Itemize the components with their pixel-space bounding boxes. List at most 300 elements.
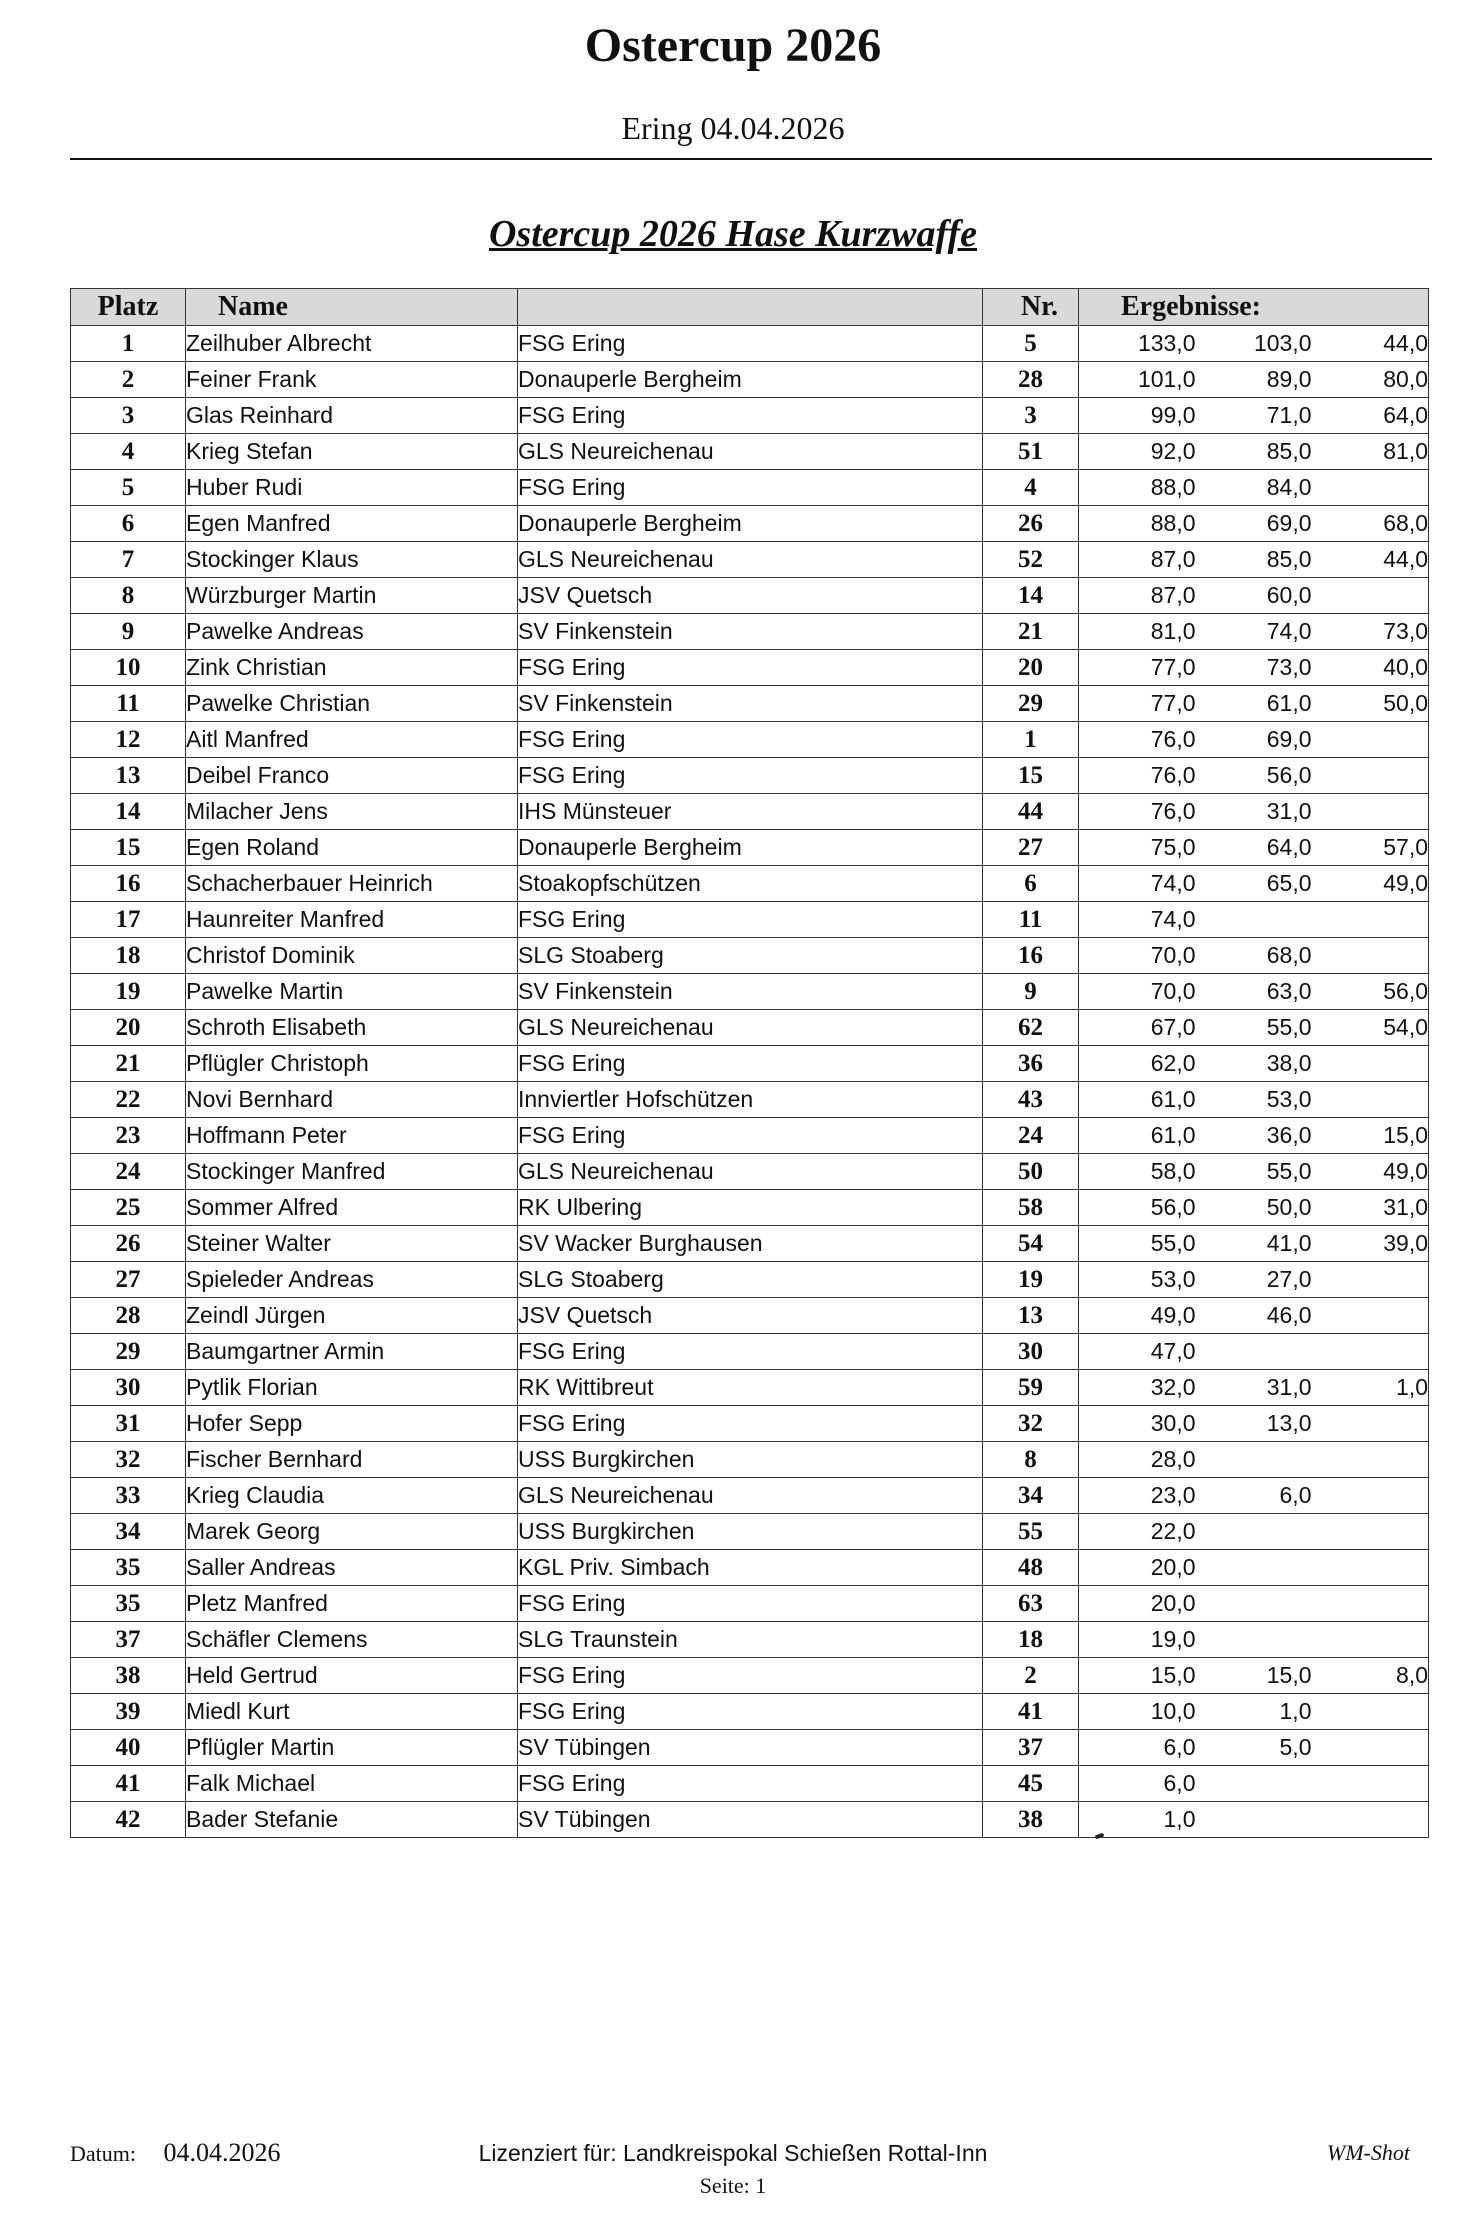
cell-result-3: 50,0 [1312,686,1429,722]
header-divider [70,158,1432,160]
cell-result-2 [1196,1334,1312,1370]
cell-result-3: 54,0 [1312,1010,1429,1046]
cell-nr: 16 [983,938,1079,974]
cell-result-2: 55,0 [1196,1154,1312,1190]
cell-platz: 19 [71,974,186,1010]
cell-result-1: 6,0 [1079,1730,1196,1766]
cell-result-1: 19,0 [1079,1622,1196,1658]
cell-name: Hofer Sepp [186,1406,518,1442]
cell-result-2: 64,0 [1196,830,1312,866]
cell-name: Novi Bernhard [186,1082,518,1118]
table-row [71,434,1429,470]
cell-platz: 41 [71,1766,186,1802]
cell-result-3 [1312,1802,1429,1838]
cell-result-3: 68,0 [1312,506,1429,542]
cell-club: FSG Ering [518,1586,983,1622]
cell-platz: 7 [71,542,186,578]
cell-name: Stockinger Manfred [186,1154,518,1190]
cell-club: FSG Ering [518,722,983,758]
cell-club: GLS Neureichenau [518,1010,983,1046]
cell-result-3 [1312,722,1429,758]
cell-club: Stoakopfschützen [518,866,983,902]
cell-result-2: 5,0 [1196,1730,1312,1766]
cell-result-2: 50,0 [1196,1190,1312,1226]
cell-name: Baumgartner Armin [186,1334,518,1370]
cell-club: GLS Neureichenau [518,542,983,578]
cell-result-1: 56,0 [1079,1190,1196,1226]
cell-result-3 [1312,1550,1429,1586]
cell-club: JSV Quetsch [518,1298,983,1334]
cell-platz: 32 [71,1442,186,1478]
cell-name: Pawelke Martin [186,974,518,1010]
cell-club: SV Finkenstein [518,974,983,1010]
cell-result-2: 1,0 [1196,1694,1312,1730]
date-value: 04.04.2026 [163,2138,281,2167]
cell-name: Steiner Walter [186,1226,518,1262]
cell-name: Krieg Claudia [186,1478,518,1514]
cell-nr: 59 [983,1370,1079,1406]
cell-platz: 31 [71,1406,186,1442]
cell-result-3 [1312,794,1429,830]
cell-nr: 38 [983,1802,1079,1838]
cell-club: GLS Neureichenau [518,1154,983,1190]
cell-nr: 51 [983,434,1079,470]
cell-platz: 12 [71,722,186,758]
cell-result-2: 103,0 [1196,326,1312,362]
cell-nr: 52 [983,542,1079,578]
cell-result-3 [1312,1766,1429,1802]
cell-club: FSG Ering [518,470,983,506]
cell-nr: 50 [983,1154,1079,1190]
cell-platz: 22 [71,1082,186,1118]
cell-result-3 [1312,758,1429,794]
cell-result-1: 61,0 [1079,1118,1196,1154]
cell-nr: 8 [983,1442,1079,1478]
cell-club: FSG Ering [518,326,983,362]
cell-platz: 35 [71,1550,186,1586]
cell-club: FSG Ering [518,1334,983,1370]
cell-result-1: 53,0 [1079,1262,1196,1298]
cell-result-3: 49,0 [1312,1154,1429,1190]
table-row [71,362,1429,398]
cell-platz: 30 [71,1370,186,1406]
cell-result-3 [1312,1442,1429,1478]
cell-result-3: 81,0 [1312,434,1429,470]
cell-club: FSG Ering [518,1118,983,1154]
cell-result-3 [1312,1694,1429,1730]
header-results: Ergebnisse: [1079,289,1312,326]
cell-platz: 14 [71,794,186,830]
cell-platz: 26 [71,1226,186,1262]
cell-nr: 30 [983,1334,1079,1370]
cell-result-2: 60,0 [1196,578,1312,614]
cell-result-2 [1196,902,1312,938]
table-row [71,326,1429,362]
cell-name: Aitl Manfred [186,722,518,758]
table-row [71,1298,1429,1334]
cell-result-2: 73,0 [1196,650,1312,686]
cell-result-3: 44,0 [1312,326,1429,362]
cell-name: Stockinger Klaus [186,542,518,578]
cell-platz: 33 [71,1478,186,1514]
table-row [71,1370,1429,1406]
cell-nr: 44 [983,794,1079,830]
cell-result-1: 61,0 [1079,1082,1196,1118]
table-row [71,1262,1429,1298]
cell-result-2 [1196,1622,1312,1658]
cell-name: Feiner Frank [186,362,518,398]
table-row [71,1226,1429,1262]
cell-club: USS Burgkirchen [518,1442,983,1478]
cell-result-1: 77,0 [1079,686,1196,722]
cell-club: RK Ulbering [518,1190,983,1226]
cell-result-3: 57,0 [1312,830,1429,866]
cell-result-1: 20,0 [1079,1550,1196,1586]
cell-name: Schroth Elisabeth [186,1010,518,1046]
date-label: Datum: [70,2141,136,2166]
cell-platz: 25 [71,1190,186,1226]
cell-result-3: 64,0 [1312,398,1429,434]
cell-result-3: 39,0 [1312,1226,1429,1262]
cell-result-3 [1312,578,1429,614]
cell-club: FSG Ering [518,758,983,794]
cell-result-2: 31,0 [1196,794,1312,830]
cell-result-2 [1196,1802,1312,1838]
cell-result-3 [1312,470,1429,506]
header-platz: Platz [71,289,186,326]
cell-name: Fischer Bernhard [186,1442,518,1478]
cell-nr: 27 [983,830,1079,866]
cell-result-3 [1312,1478,1429,1514]
cell-result-3 [1312,902,1429,938]
table-row [71,974,1429,1010]
cell-club: Donauperle Bergheim [518,830,983,866]
cell-platz: 35 [71,1586,186,1622]
cell-result-1: 58,0 [1079,1154,1196,1190]
cell-name: Pflügler Christoph [186,1046,518,1082]
cell-platz: 17 [71,902,186,938]
cell-result-3 [1312,1046,1429,1082]
cell-result-1: 87,0 [1079,578,1196,614]
cell-name: Glas Reinhard [186,398,518,434]
table-row [71,470,1429,506]
cell-result-1: 76,0 [1079,758,1196,794]
cell-nr: 1 [983,722,1079,758]
cell-platz: 24 [71,1154,186,1190]
cell-result-2: 55,0 [1196,1010,1312,1046]
cell-name: Schacherbauer Heinrich [186,866,518,902]
cell-result-3: 8,0 [1312,1658,1429,1694]
table-row [71,614,1429,650]
cell-name: Pawelke Andreas [186,614,518,650]
table-row [71,650,1429,686]
cell-platz: 23 [71,1118,186,1154]
cell-club: USS Burgkirchen [518,1514,983,1550]
table-row [71,1010,1429,1046]
cell-result-1: 23,0 [1079,1478,1196,1514]
table-row [71,1514,1429,1550]
cell-name: Held Gertrud [186,1658,518,1694]
cell-result-1: 32,0 [1079,1370,1196,1406]
cell-result-2 [1196,1442,1312,1478]
cell-result-1: 88,0 [1079,506,1196,542]
cell-nr: 13 [983,1298,1079,1334]
table-row [71,578,1429,614]
cell-result-1: 47,0 [1079,1334,1196,1370]
cell-nr: 4 [983,470,1079,506]
cell-nr: 3 [983,398,1079,434]
cell-club: SLG Stoaberg [518,1262,983,1298]
cell-name: Milacher Jens [186,794,518,830]
cell-result-1: 20,0 [1079,1586,1196,1622]
cell-result-3 [1312,1262,1429,1298]
cell-result-2: 36,0 [1196,1118,1312,1154]
cell-nr: 14 [983,578,1079,614]
cell-result-1: 77,0 [1079,650,1196,686]
cell-result-3 [1312,1730,1429,1766]
cell-platz: 6 [71,506,186,542]
cell-platz: 29 [71,1334,186,1370]
cell-name: Krieg Stefan [186,434,518,470]
cell-name: Hoffmann Peter [186,1118,518,1154]
cell-result-3: 49,0 [1312,866,1429,902]
cell-result-3 [1312,1514,1429,1550]
cell-result-1: 88,0 [1079,470,1196,506]
table-row [71,1550,1429,1586]
cell-result-2: 85,0 [1196,542,1312,578]
cell-club: Donauperle Bergheim [518,506,983,542]
cell-club: FSG Ering [518,1406,983,1442]
cell-platz: 42 [71,1802,186,1838]
cell-result-1: 30,0 [1079,1406,1196,1442]
table-row [71,1802,1429,1838]
footer-center [0,2140,1466,2199]
cell-platz: 5 [71,470,186,506]
table-row [71,1730,1429,1766]
table-body [71,326,1429,1838]
cell-result-2: 61,0 [1196,686,1312,722]
cell-result-3: 80,0 [1312,362,1429,398]
cell-club: Donauperle Bergheim [518,362,983,398]
cell-result-2: 31,0 [1196,1370,1312,1406]
cell-club: SLG Traunstein [518,1622,983,1658]
cell-name: Schäfler Clemens [186,1622,518,1658]
cell-platz: 10 [71,650,186,686]
cell-platz: 1 [71,326,186,362]
cell-result-2: 15,0 [1196,1658,1312,1694]
cell-nr: 55 [983,1514,1079,1550]
table-row [71,1046,1429,1082]
cell-club: FSG Ering [518,1766,983,1802]
cell-club: SV Finkenstein [518,614,983,650]
cell-result-3 [1312,1586,1429,1622]
cell-result-2: 27,0 [1196,1262,1312,1298]
table-row [71,1622,1429,1658]
cell-result-1: 70,0 [1079,938,1196,974]
cell-nr: 21 [983,614,1079,650]
cell-club: IHS Münsteuer [518,794,983,830]
cell-name: Bader Stefanie [186,1802,518,1838]
software-name: WM-Shot [1326,2140,1410,2165]
cell-result-1: 74,0 [1079,866,1196,902]
cell-nr: 45 [983,1766,1079,1802]
cell-result-3: 56,0 [1312,974,1429,1010]
cell-name: Marek Georg [186,1514,518,1550]
cell-result-3 [1312,938,1429,974]
cell-result-1: 6,0 [1079,1766,1196,1802]
cell-nr: 15 [983,758,1079,794]
cell-result-1: 76,0 [1079,794,1196,830]
table-row [71,1586,1429,1622]
table-row [71,830,1429,866]
section-title: Ostercup 2026 Hase Kurzwaffe [488,213,978,255]
cell-club: Innviertler Hofschützen [518,1082,983,1118]
cell-name: Zeindl Jürgen [186,1298,518,1334]
document-title: Ostercup 2026 [584,19,882,72]
cell-nr: 32 [983,1406,1079,1442]
cell-name: Falk Michael [186,1766,518,1802]
cell-nr: 37 [983,1730,1079,1766]
cell-result-1: 28,0 [1079,1442,1196,1478]
cell-name: Egen Manfred [186,506,518,542]
cell-result-2 [1196,1550,1312,1586]
table-row [71,1766,1429,1802]
table-row [71,1190,1429,1226]
cell-name: Deibel Franco [186,758,518,794]
header-nr: Nr. [983,289,1079,326]
table-row [71,1118,1429,1154]
cell-result-1: 55,0 [1079,1226,1196,1262]
cell-platz: 8 [71,578,186,614]
cell-club: FSG Ering [518,398,983,434]
cell-club: SV Tübingen [518,1730,983,1766]
cell-nr: 11 [983,902,1079,938]
cell-platz: 18 [71,938,186,974]
cell-result-1: 92,0 [1079,434,1196,470]
cell-nr: 6 [983,866,1079,902]
cell-result-2: 89,0 [1196,362,1312,398]
cell-nr: 34 [983,1478,1079,1514]
cell-result-2 [1196,1514,1312,1550]
cell-result-3: 40,0 [1312,650,1429,686]
cell-platz: 11 [71,686,186,722]
cell-result-1: 76,0 [1079,722,1196,758]
cell-nr: 29 [983,686,1079,722]
cell-nr: 28 [983,362,1079,398]
cell-result-1: 1,0 [1079,1802,1196,1838]
cell-name: Pytlik Florian [186,1370,518,1406]
cell-result-2: 53,0 [1196,1082,1312,1118]
header-results-spacer [1312,289,1429,326]
table-header-row [71,289,1429,326]
cell-result-2: 13,0 [1196,1406,1312,1442]
cell-platz: 34 [71,1514,186,1550]
table-row [71,902,1429,938]
table-row [71,794,1429,830]
cell-nr: 63 [983,1586,1079,1622]
cell-result-2: 56,0 [1196,758,1312,794]
table-row [71,1154,1429,1190]
cell-name: Pawelke Christian [186,686,518,722]
cell-nr: 2 [983,1658,1079,1694]
cell-result-3 [1312,1298,1429,1334]
table-row [71,1694,1429,1730]
cell-result-1: 62,0 [1079,1046,1196,1082]
cell-result-3: 31,0 [1312,1190,1429,1226]
header-club [518,289,983,326]
cell-platz: 37 [71,1622,186,1658]
cell-result-2: 6,0 [1196,1478,1312,1514]
cell-nr: 20 [983,650,1079,686]
cell-result-2: 63,0 [1196,974,1312,1010]
cell-name: Würzburger Martin [186,578,518,614]
cell-result-1: 81,0 [1079,614,1196,650]
cell-result-1: 87,0 [1079,542,1196,578]
table-row [71,866,1429,902]
cell-result-2 [1196,1586,1312,1622]
cell-platz: 28 [71,1298,186,1334]
table-row [71,758,1429,794]
cell-result-1: 10,0 [1079,1694,1196,1730]
cell-name: Huber Rudi [186,470,518,506]
cell-result-2: 68,0 [1196,938,1312,974]
cell-nr: 48 [983,1550,1079,1586]
cell-result-2: 84,0 [1196,470,1312,506]
cell-club: SV Tübingen [518,1802,983,1838]
cell-nr: 36 [983,1046,1079,1082]
table-row [71,1658,1429,1694]
cell-platz: 3 [71,398,186,434]
cell-result-3: 15,0 [1312,1118,1429,1154]
cell-nr: 41 [983,1694,1079,1730]
table-row [71,686,1429,722]
cell-club: FSG Ering [518,1658,983,1694]
cell-name: Spieleder Andreas [186,1262,518,1298]
cell-name: Pflügler Martin [186,1730,518,1766]
cell-result-3: 44,0 [1312,542,1429,578]
cell-nr: 24 [983,1118,1079,1154]
cell-club: KGL Priv. Simbach [518,1550,983,1586]
cell-result-1: 67,0 [1079,1010,1196,1046]
table-row [71,1406,1429,1442]
cell-result-1: 49,0 [1079,1298,1196,1334]
cell-nr: 43 [983,1082,1079,1118]
cell-result-2: 46,0 [1196,1298,1312,1334]
cell-result-1: 70,0 [1079,974,1196,1010]
results-table [70,288,1429,1838]
cell-nr: 19 [983,1262,1079,1298]
cell-club: GLS Neureichenau [518,1478,983,1514]
cell-nr: 62 [983,1010,1079,1046]
cell-name: Saller Andreas [186,1550,518,1586]
cell-nr: 18 [983,1622,1079,1658]
cell-result-2: 65,0 [1196,866,1312,902]
cell-result-1: 99,0 [1079,398,1196,434]
cell-result-2: 69,0 [1196,722,1312,758]
page-number: Seite: 1 [699,2173,767,2198]
cell-platz: 21 [71,1046,186,1082]
table-row [71,506,1429,542]
cell-platz: 2 [71,362,186,398]
cell-platz: 20 [71,1010,186,1046]
cell-result-1: 74,0 [1079,902,1196,938]
cell-result-2: 85,0 [1196,434,1312,470]
cell-platz: 13 [71,758,186,794]
cell-result-1: 22,0 [1079,1514,1196,1550]
cell-result-3: 73,0 [1312,614,1429,650]
cell-name: Egen Roland [186,830,518,866]
cell-name: Zeilhuber Albrecht [186,326,518,362]
